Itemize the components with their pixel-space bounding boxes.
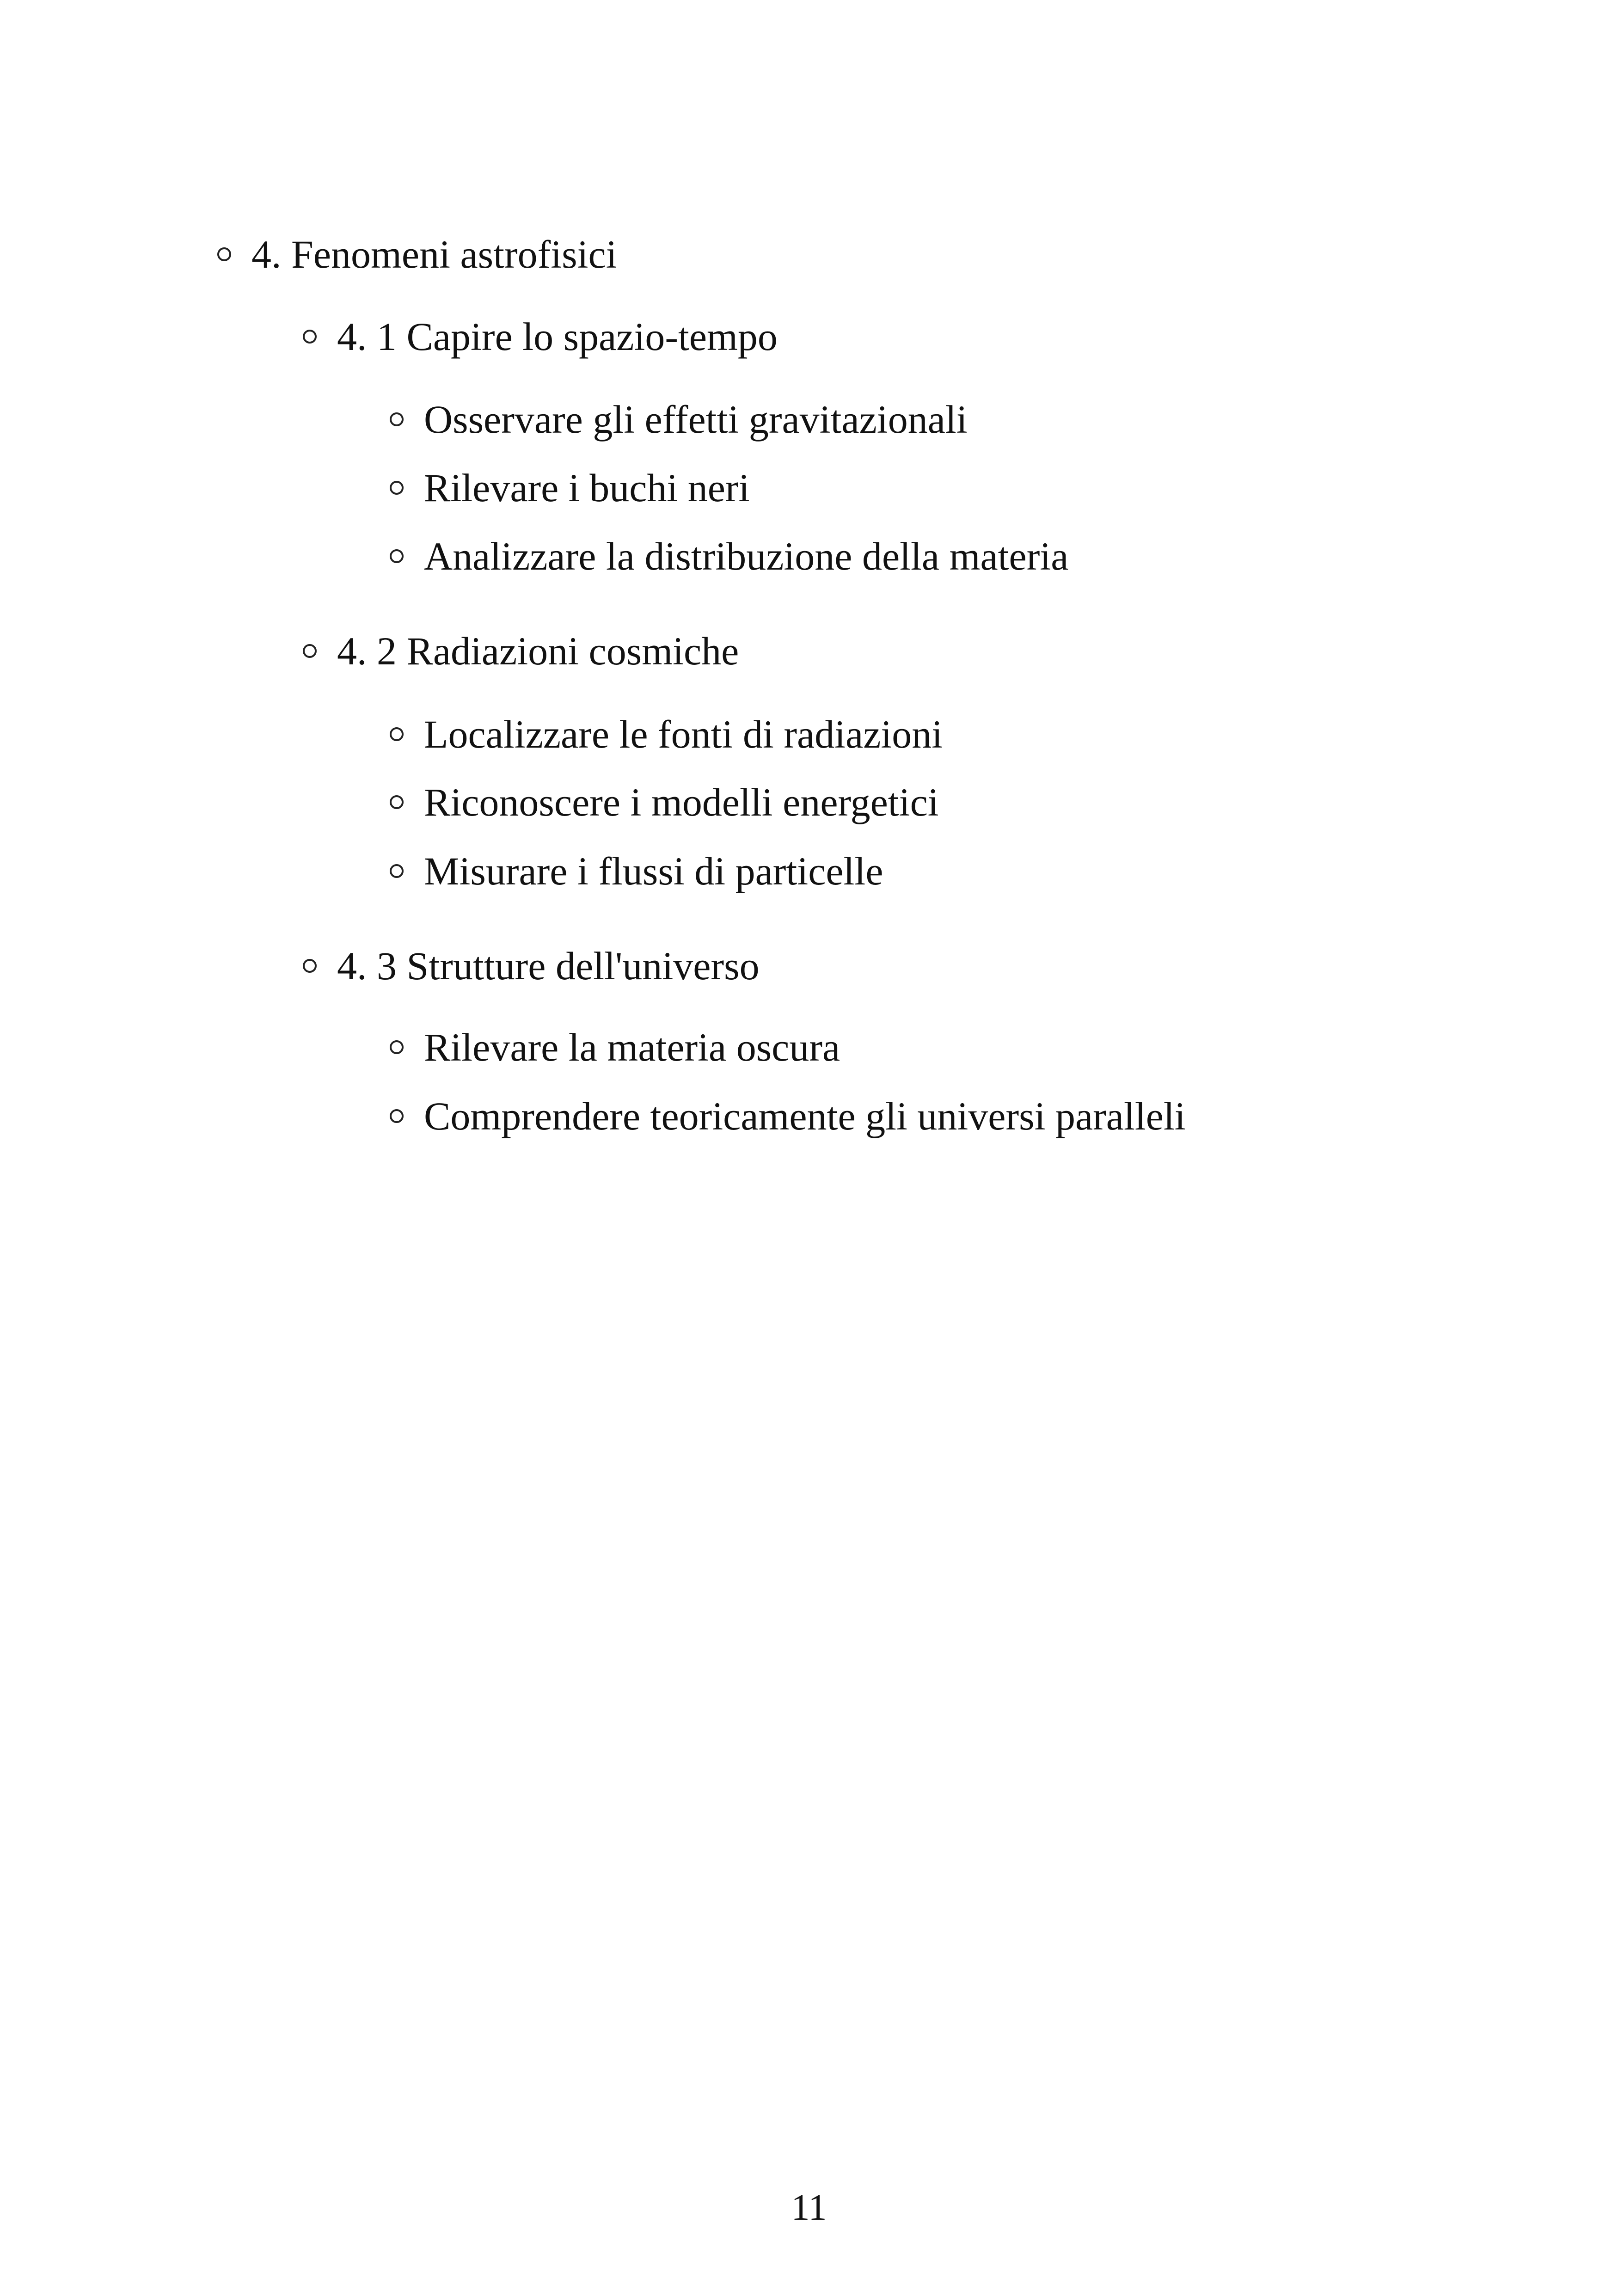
section-heading	[303, 940, 760, 991]
list-item-text: Riconoscere i modelli energetici	[424, 780, 939, 824]
section-heading-text: 4. 3 Strutture dell'universo	[337, 944, 760, 988]
list-item-text: Analizzare la distribuzione della materia	[424, 534, 1069, 578]
list-item	[390, 531, 1068, 582]
hollow-circle-bullet-icon	[303, 644, 317, 658]
page-number: 11	[791, 2187, 827, 2228]
list-item	[390, 777, 939, 828]
section-heading	[303, 311, 778, 362]
section-heading-text: 4. 2 Radiazioni cosmiche	[337, 629, 739, 673]
hollow-circle-bullet-icon	[390, 1040, 404, 1054]
list-item-text: Osservare gli effetti gravitazionali	[424, 397, 968, 442]
list-item-text: Misurare i flussi di particelle	[424, 849, 883, 893]
list-item-text: Rilevare i buchi neri	[424, 466, 750, 510]
list-item	[390, 709, 943, 760]
outline-title: 4. Fenomeni astrofisici	[251, 232, 617, 276]
hollow-circle-bullet-icon	[303, 330, 317, 344]
section-heading-text: 4. 1 Capire lo spazio-tempo	[337, 314, 778, 359]
list-item	[390, 1022, 840, 1073]
list-item-text: Localizzare le fonti di radiazioni	[424, 712, 943, 756]
section-heading	[303, 626, 739, 676]
hollow-circle-bullet-icon	[390, 549, 404, 563]
hollow-circle-bullet-icon	[390, 727, 404, 741]
list-item-text: Comprendere teoricamente gli universi paralleli	[424, 1094, 1186, 1138]
hollow-circle-bullet-icon	[390, 412, 404, 426]
list-item	[390, 462, 749, 513]
list-item-text: Rilevare la materia oscura	[424, 1025, 840, 1069]
hollow-circle-bullet-icon	[303, 959, 317, 973]
hollow-circle-bullet-icon	[390, 1109, 404, 1123]
list-item	[390, 846, 883, 896]
list-item	[390, 1091, 1186, 1142]
hollow-circle-bullet-icon	[390, 481, 404, 495]
hollow-circle-bullet-icon	[390, 795, 404, 809]
hollow-circle-bullet-icon	[390, 864, 404, 878]
list-item	[390, 394, 968, 445]
outline-item-level-1	[217, 229, 617, 280]
hollow-circle-bullet-icon	[217, 247, 231, 261]
